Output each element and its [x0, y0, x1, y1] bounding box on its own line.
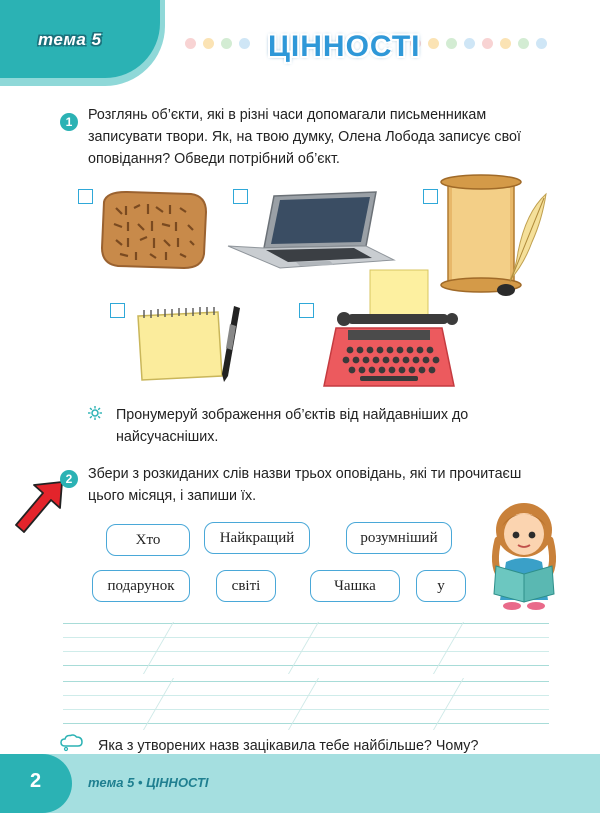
word-card[interactable]: Найкращий — [204, 522, 310, 554]
word-card[interactable]: подарунок — [92, 570, 190, 602]
word-card[interactable]: Хто — [106, 524, 190, 556]
page-number: 2 — [30, 770, 42, 792]
theme-badge: тема 5 — [38, 30, 102, 49]
page-number-badge — [0, 754, 72, 813]
word-card[interactable]: у — [416, 570, 466, 602]
task-number-2: 2 — [60, 470, 78, 488]
checkbox-notepad[interactable] — [110, 303, 125, 318]
sun-icon — [88, 406, 102, 420]
typewriter-icon[interactable] — [318, 268, 460, 392]
thought-cloud-icon — [60, 734, 84, 752]
word-card[interactable]: світі — [216, 570, 276, 602]
notepad-and-pen-icon[interactable] — [134, 302, 246, 384]
word-card[interactable]: Чашка — [310, 570, 400, 602]
subtask-text: Пронумеруй зображення об’єктів від найдавніших до найсучасніших. — [116, 407, 469, 445]
task2-text: Збери з розкиданих слів назви трьох оповідань, які ти прочитаєш цього місяця, і запиши їх. — [88, 466, 522, 504]
checkbox-typewriter[interactable] — [299, 303, 314, 318]
page-title: ЦІННОСТІ — [268, 30, 421, 63]
footer-label: тема 5 • ЦІННОСТІ — [88, 775, 209, 790]
checkbox-clay-tablet[interactable] — [78, 189, 93, 204]
clay-tablet-icon[interactable] — [96, 188, 211, 272]
task-number-1: 1 — [60, 113, 78, 131]
red-arrow-icon — [10, 478, 66, 542]
laptop-icon[interactable] — [226, 190, 396, 270]
girl-reading-icon — [488, 500, 560, 612]
question-text: Яка з утворених назв зацікавила тебе найбільше? Чому? — [98, 738, 479, 754]
word-card[interactable]: розумніший — [346, 522, 452, 554]
task1-text: Розглянь об’єкти, які в різні часи допомагали письменникам записувати твори. Як, на твою думку, Олена Лобода записує свої оповідання? Обведи потрібний об’єкт. — [88, 107, 521, 167]
